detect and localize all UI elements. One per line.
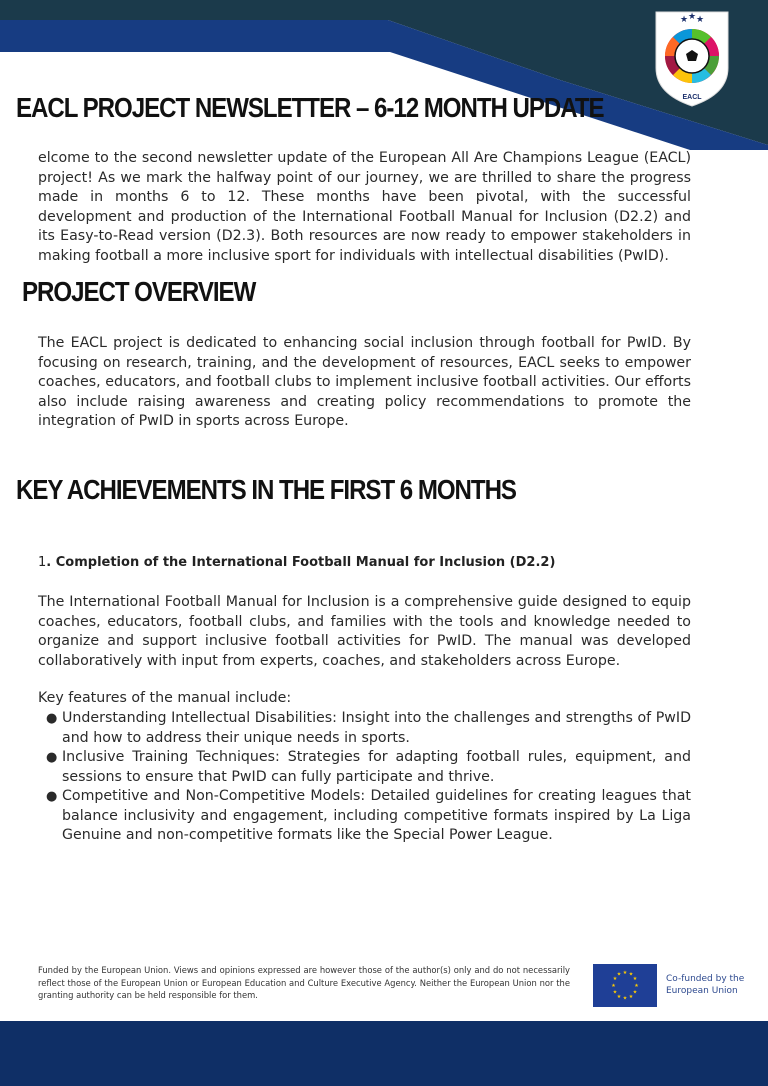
svg-text:★: ★: [688, 12, 697, 22]
achievements-heading: KEY ACHIEVEMENTS IN THE FIRST 6 MONTHS: [16, 474, 516, 505]
svg-text:★: ★: [612, 989, 618, 996]
intro-paragraph: elcome to the second newsletter update of the European All Are Champions League (EACL) project! As we mark the halfway point of our journey, we are thrilled to share the progress made in months 6 to 12. These months have been pivotal, with the successful development and production of the International Football Manual for Inclusion (D2.2) and its Easy-to-Read version (D2.3). Both resources are now ready to empower stakeholders in making football a more inclusive sport for individuals with intellectual disabilities (PwID).: [38, 150, 691, 264]
bullet-icon: ●: [46, 750, 58, 765]
svg-text:★: ★: [616, 994, 622, 1000]
bullet-icon: ●: [46, 789, 58, 804]
svg-text:★: ★: [628, 994, 634, 1000]
feature-item: ● Understanding Intellectual Disabilities: Insight into the challenges and strengths of PwID and how to address their unique needs in sports.: [46, 710, 691, 746]
sdg-ring-icon: [665, 29, 719, 83]
feature-item: ● Competitive and Non-Competitive Models: Detailed guidelines for creating leagues that balance inclusivity and engagement, including competitive formats inspired by La Liga Genuine and non-competitive formats like the Special Power League.: [46, 788, 691, 843]
funding-disclaimer: Funded by the European Union. Views and opinions expressed are however those of the author(s) only and do not necessarily reflect those of the European Union or European Education and Culture Executive Agency. Neither the European Union nor the granting authority can be held responsible for them.: [38, 965, 570, 1001]
svg-text:★: ★: [616, 971, 622, 978]
svg-text:★: ★: [622, 995, 628, 1002]
eu-flag-icon: [593, 964, 657, 1007]
svg-text:★: ★: [632, 989, 638, 996]
svg-text:★: ★: [632, 976, 638, 982]
svg-text:★: ★: [622, 970, 628, 976]
newsletter-title: EACL PROJECT NEWSLETTER – 6-12 MONTH UPDATE: [16, 92, 604, 123]
svg-text:★: ★: [612, 976, 618, 982]
overview-heading: PROJECT OVERVIEW: [22, 276, 256, 307]
achievement-item-number: 1: [38, 555, 47, 570]
svg-text:★: ★: [611, 983, 616, 989]
footer-band: [0, 1021, 768, 1086]
features-intro: Key features of the manual include:: [38, 690, 292, 706]
svg-text:★: ★: [696, 15, 705, 25]
svg-text:★: ★: [680, 15, 689, 25]
achievement-item-heading: . Completion of the International Football Manual for Inclusion (D2.2): [46, 555, 556, 570]
feature-item: ● Inclusive Training Techniques: Strategies for adapting football rules, equipment, and sessions to ensure that PwID can fully participate and thrive.: [46, 749, 691, 785]
features-list: [38, 709, 691, 846]
bullet-icon: ●: [46, 711, 58, 726]
cofunded-label: Co-funded by the European Union: [666, 974, 745, 996]
svg-text:★: ★: [634, 983, 639, 989]
svg-text:★: ★: [628, 971, 634, 978]
achievement-item-title: [38, 554, 555, 572]
overview-paragraph: The EACL project is dedicated to enhancing social inclusion through football for PwID. By focusing on research, training, and the development of resources, EACL seeks to empower coaches, educators, and football clubs to implement inclusive football activities. Our efforts also include raising awareness and creating policy recommendations to promote the integration of PwID in sports across Europe.: [38, 335, 691, 429]
eacl-logo: [652, 6, 732, 108]
manual-paragraph: The International Football Manual for Inclusion is a comprehensive guide designed to equip coaches, educators, football clubs, and families with the tools and knowledge needed to organize and support inclusive football activities for PwID. The manual was developed collaboratively with input from experts, coaches, and stakeholders across Europe.: [38, 594, 691, 669]
logo-text: EACL: [682, 94, 702, 101]
